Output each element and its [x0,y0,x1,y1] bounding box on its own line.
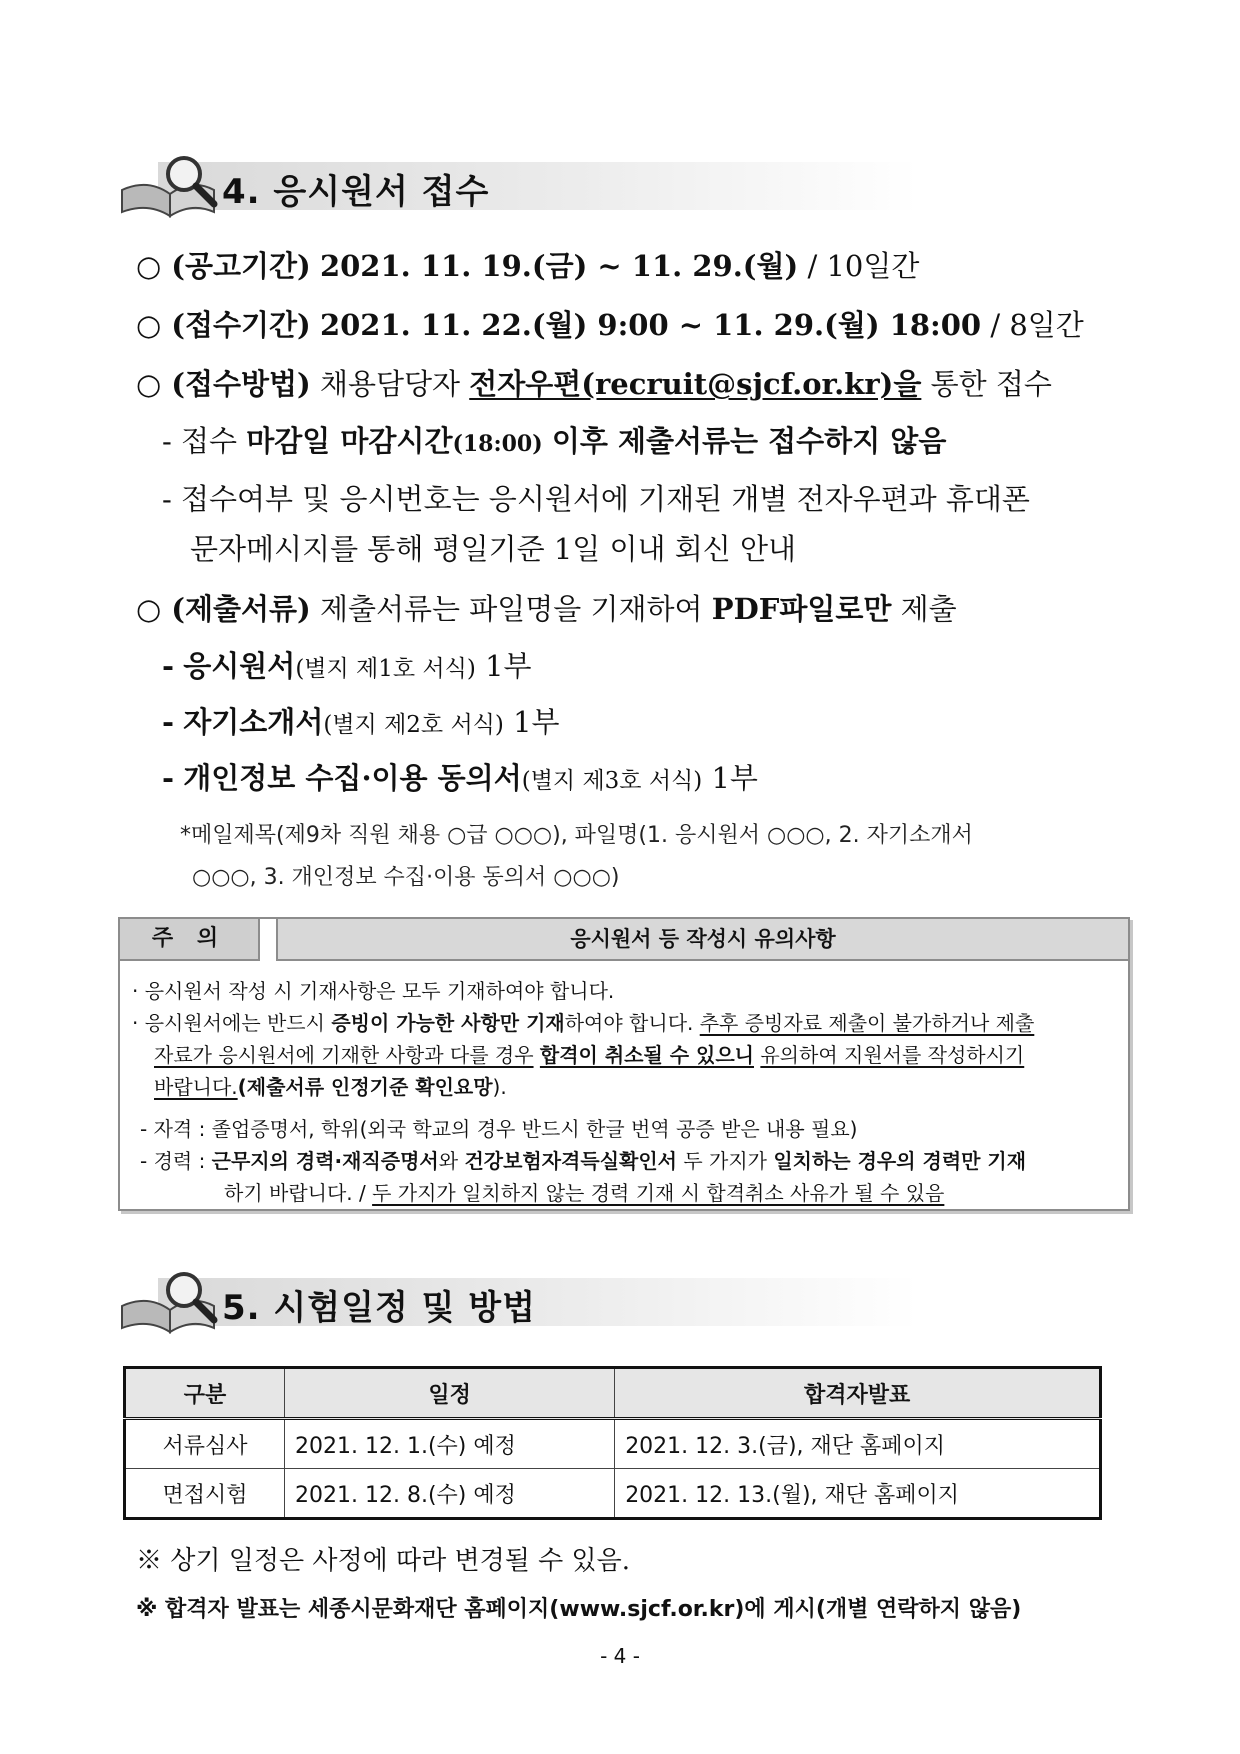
reception-method: ○ (접수방법) 채용담당자 전자우편(recruit@sjcf.or.kr)을 통한 접수 [136,367,1052,401]
table-cell: 2021. 12. 1.(수) 예정 [285,1419,615,1469]
caution-line: - 자격 : 졸업증명서, 학위(외국 학교의 경우 반드시 한글 번역 공증 받은 내용 필요) [140,1117,858,1141]
caution-line: 바랍니다.(제출서류 인정기준 확인요망). [154,1075,507,1099]
caution-title: 응시원서 등 작성시 유의사항 [276,919,1128,961]
mail-subject-note-line2: ○○○, 3. 개인정보 수집·이용 동의서 ○○○) [192,865,620,890]
deadline-note: - 접수 마감일 마감시간(18:00) 이후 제출서류는 접수하지 않음 [162,424,947,458]
table-cell: 면접시험 [125,1469,285,1519]
caution-line: - 경력 : 근무지의 경력·재직증명서와 건강보험자격득실확인서 두 가지가 일치하는 경우의 경력만 기재 [140,1149,1027,1173]
column-header: 합격자발표 [615,1368,1101,1419]
caution-line: · 응시원서 작성 시 기재사항은 모두 기재하여야 합니다. [132,979,615,1003]
caution-box [118,917,1130,1211]
table-cell: 2021. 12. 8.(수) 예정 [285,1469,615,1519]
section-4-heading [118,150,918,216]
required-documents: ○ (제출서류) 제출서류는 파일명을 기재하여 PDF파일로만 제출 [136,592,957,626]
document-item: - 자기소개서(별지 제2호 서식) 1부 [162,705,560,739]
announcement-note: ※ 합격자 발표는 세종시문화재단 홈페이지(www.sjcf.or.kr)에 게시(개별 연락하지 않음) [136,1597,1022,1622]
table-cell: 서류심사 [125,1419,285,1469]
document-item: - 응시원서(별지 제1호 서식) 1부 [162,649,532,683]
book-magnifier-icon [118,1266,228,1336]
reply-note-line1: - 접수여부 및 응시번호는 응시원서에 기재된 개별 전자우편과 휴대폰 [162,482,1030,516]
column-header: 일정 [285,1368,615,1419]
reply-note-line2: 문자메시지를 통해 평일기준 1일 이내 회신 안내 [190,532,797,566]
book-magnifier-icon [118,150,228,220]
table-cell: 2021. 12. 3.(금), 재단 홈페이지 [615,1419,1101,1469]
announcement-period: ○ (공고기간) 2021. 11. 19.(금) ~ 11. 29.(월) / 10일간 [136,249,920,283]
table-row [125,1469,1101,1519]
mail-subject-note-line1: *메일제목(제9차 직원 채용 ○급 ○○○), 파일명(1. 응시원서 ○○○, 2. 자기소개서 [180,823,973,848]
section-5-heading [118,1266,918,1332]
page-number: - 4 - [600,1644,640,1668]
document-item: - 개인정보 수집·이용 동의서(별지 제3호 서식) 1부 [162,761,758,795]
reception-period: ○ (접수기간) 2021. 11. 22.(월) 9:00 ~ 11. 29.(월) 18:00 / 8일간 [136,308,1084,342]
exam-schedule-table [123,1366,1102,1520]
section-title: 4. 응시원서 접수 [222,172,490,212]
caution-line: 하기 바랍니다. / 두 가지가 일치하지 않는 경력 기재 시 합격취소 사유가 될 수 있음 [224,1181,945,1205]
column-header: 구분 [125,1368,285,1419]
table-row [125,1419,1101,1469]
schedule-change-note: ※ 상기 일정은 사정에 따라 변경될 수 있음. [136,1546,630,1576]
caution-line: 자료가 응시원서에 기재한 사항과 다를 경우 합격이 취소될 수 있으니 유의하여 지원서를 작성하시기 [154,1043,1025,1067]
recruit-email: 전자우편(recruit@sjcf.or.kr)을 [469,367,922,401]
caution-label: 주 의 [120,919,260,961]
section-title: 5. 시험일정 및 방법 [222,1288,536,1328]
caution-line: · 응시원서에는 반드시 증빙이 가능한 사항만 기재하여야 합니다. 추후 증빙자료 제출이 불가하거나 제출 [132,1011,1035,1035]
table-cell: 2021. 12. 13.(월), 재단 홈페이지 [615,1469,1101,1519]
table-header-row [125,1368,1101,1419]
